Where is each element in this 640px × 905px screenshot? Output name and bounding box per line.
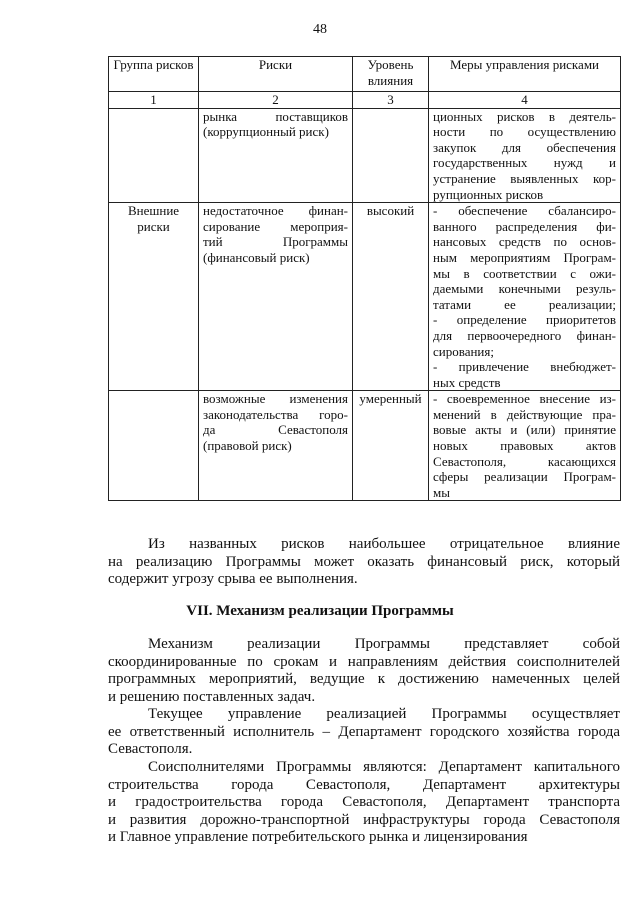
table-column-numbers-row xyxy=(109,92,621,109)
paragraph-line: Текущее управление реализацией Программы осуществляет xyxy=(148,706,620,722)
header-risks: Риски xyxy=(199,57,353,92)
paragraph-line: и градостроительства города Севастополя, Департамент транспорта xyxy=(108,794,620,810)
cell-text-line: государственных нужд и xyxy=(433,155,616,171)
table-header-row xyxy=(109,57,621,92)
cell-text-line: ных средств xyxy=(433,374,501,390)
paragraph-co-executors xyxy=(108,759,620,847)
paragraph-line: содержит угрозу срыва ее выполнения. xyxy=(108,571,358,587)
cell-text-line: татами ее реализации; xyxy=(433,296,616,312)
cell-text-line: ванного распределения фи- xyxy=(433,218,616,234)
cell-text-line: - своевременное внесение из- xyxy=(433,391,616,407)
cell-text-line: новых правовых актов xyxy=(433,438,616,454)
risk-cell xyxy=(199,391,353,501)
risk-group-cell xyxy=(109,391,199,501)
risk-cell xyxy=(199,203,353,391)
impact-level-cell: высокий xyxy=(353,203,429,391)
table-row xyxy=(109,108,621,203)
cell-text-line: вовые акты и (или) принятие xyxy=(433,422,616,438)
cell-text-line: тий Программы xyxy=(203,234,348,250)
paragraph-line: ее ответственный исполнитель – Департамент городского хозяйства города xyxy=(108,723,620,740)
table-row xyxy=(109,203,621,391)
cell-text-line: недостаточное финан- xyxy=(203,203,348,219)
impact-level-cell xyxy=(353,108,429,203)
measures-cell xyxy=(429,391,621,501)
risk-cell xyxy=(199,108,353,203)
risk-table xyxy=(108,56,621,501)
paragraph-line: Севастополя. xyxy=(108,741,193,757)
column-number: 1 xyxy=(109,92,199,109)
cell-text-line: рынка поставщиков xyxy=(203,108,348,124)
paragraph-line: и Главное управление потребительского рынка и лицензирования xyxy=(108,829,528,845)
cell-text-line: - привлечение внебюджет- xyxy=(433,359,616,375)
paragraph-line: программных мероприятий, ведущие к достижению намеченных целей xyxy=(108,671,620,687)
cell-text-line: законодательства горо- xyxy=(203,406,348,422)
paragraph-mechanism xyxy=(108,636,620,706)
header-risk-measures: Меры управления рисками xyxy=(429,57,621,92)
cell-text-line: закупок для обеспечения xyxy=(433,139,616,155)
paragraph-line: Механизм реализации Программы представляет собой xyxy=(148,636,620,652)
cell-text-line: менений в действующие пра- xyxy=(433,406,616,422)
paragraph-line: Соисполнителями Программы являются: Департамент капитального xyxy=(148,759,620,775)
page-number: 48 xyxy=(313,22,327,37)
measures-cell xyxy=(429,203,621,391)
risk-group-cell xyxy=(109,108,199,203)
paragraph-line: и развития дорожно-транспортной инфраструктуры города Севастополя xyxy=(108,811,620,828)
paragraph-line: скоординированные по срокам и направлениям действия соисполнителей xyxy=(108,653,620,670)
cell-text-line: сирование мероприя- xyxy=(203,218,348,234)
cell-text-line: ности по осуществлению xyxy=(433,124,616,140)
cell-text-line: Севастополя, касающихся xyxy=(433,453,616,469)
cell-text-line: ным мероприятиям Програм- xyxy=(433,249,616,265)
cell-text-line: - обеспечение сбалансиро- xyxy=(433,203,616,219)
cell-text-line: (финансовый риск) xyxy=(203,249,310,265)
section-title: VII. Механизм реализации Программы xyxy=(186,603,454,619)
cell-text-line: - определение приоритетов xyxy=(433,312,616,328)
cell-text-line: риски xyxy=(137,218,170,234)
cell-text-line: мы xyxy=(433,484,450,500)
cell-text-line: Внешние xyxy=(127,203,180,219)
cell-text-line: да Севастополя xyxy=(203,422,348,438)
cell-text-line: сферы реализации Програм- xyxy=(433,469,616,485)
cell-text-line: ционных рисков в деятель- xyxy=(433,108,616,124)
cell-text-line: нансовых средств по основ- xyxy=(433,234,616,250)
column-number: 3 xyxy=(353,92,429,109)
paragraph-risk-conclusion xyxy=(108,536,620,589)
paragraph-line: на реализацию Программы может оказать финансовый риск, который xyxy=(108,553,620,570)
impact-level-cell: умеренный xyxy=(353,391,429,501)
measures-cell xyxy=(429,108,621,203)
cell-text-line: (коррупционный риск) xyxy=(203,124,329,140)
cell-text-line: (правовой риск) xyxy=(203,438,292,454)
header-risk-group: Группа рисков xyxy=(109,57,199,92)
cell-text-line: даемыми конечными резуль- xyxy=(433,281,616,297)
paragraph-line: и решению поставленных задач. xyxy=(108,688,316,705)
cell-text-line: возможные изменения xyxy=(203,391,348,407)
cell-text-line: рупционных рисков xyxy=(433,186,544,202)
paragraph-line: строительства города Севастополя, Департамент архитектуры xyxy=(108,776,620,793)
cell-text-line: сирования; xyxy=(433,343,494,359)
risk-group-cell xyxy=(109,203,199,391)
column-number: 4 xyxy=(429,92,621,109)
header-impact-level: Уровень влияния xyxy=(353,57,429,92)
cell-text-line: для первоочередного финан- xyxy=(433,327,616,343)
paragraph-line: Из названных рисков наибольшее отрицательное влияние xyxy=(148,536,620,552)
table-row xyxy=(109,391,621,501)
cell-text-line: устранение выявленных кор- xyxy=(433,170,616,186)
column-number: 2 xyxy=(199,92,353,109)
cell-text-line: мы в соответствии с ожи- xyxy=(433,265,616,281)
paragraph-current-management xyxy=(108,706,620,759)
